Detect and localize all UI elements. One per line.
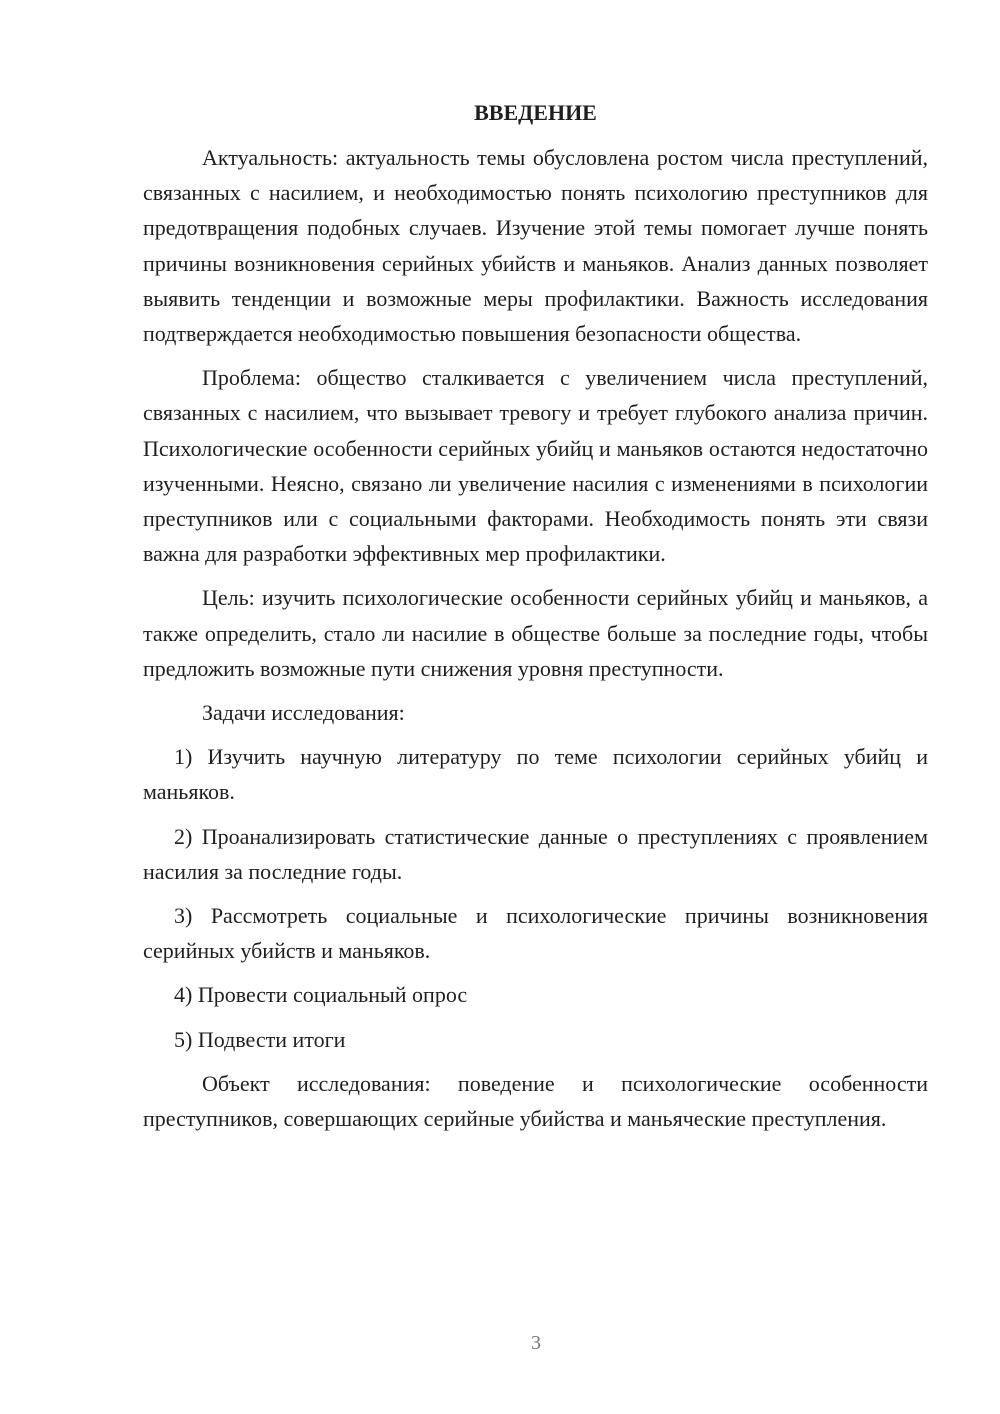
problem-paragraph: Проблема: общество сталкивается с увеличением числа преступлений, связанных с насилием, что вызывает тревогу и требует глубокого анализа причин. Психологические особенности серийных убийц и маньяков остаются недостаточно изученными. Неясно, связано ли увеличение насилия с изменениями в психологии преступников или с социальными факторами. Необходимость понять эти связи важна для разработки эффективных мер профилактики. (143, 365, 928, 567)
object-paragraph: Объект исследования: поведение и психологические особенности преступников, совершающих серийные убийства и маньяческие преступления. (143, 1070, 928, 1132)
task-item-1: 1) Изучить научную литературу по теме психологии серийных убийц и маньяков. (143, 744, 928, 805)
task-item-5: 5) Подвести итоги (174, 1026, 346, 1052)
task-item-2: 2) Проанализировать статистические данные о преступлениях с проявлением насилия за последние годы. (143, 823, 928, 884)
task-item-3: 3) Рассмотреть социальные и психологические причины возникновения серийных убийств и маньяков. (143, 903, 928, 964)
page-title: ВВЕДЕНИЕ (474, 100, 597, 125)
page-number: 3 (531, 1332, 541, 1354)
tasks-heading: Задачи исследования: (202, 700, 405, 726)
task-item-4: 4) Провести социальный опрос (174, 982, 468, 1008)
document-page (143, 95, 928, 1145)
relevance-paragraph: Актуальность: актуальность темы обусловлена ростом числа преступлений, связанных с насилием, и необходимостью понять психологию преступников для предотвращения подобных случаев. Изучение этой темы помогает лучше понять причины возникновения серийных убийств и маньяков. Анализ данных позволяет выявить тенденции и возможные меры профилактики. Важность исследования подтверждается необходимостью повышения безопасности общества. (143, 145, 928, 347)
goal-paragraph: Цель: изучить психологические особенности серийных убийц и маньяков, а также определить, стало ли насилие в обществе больше за последние годы, чтобы предложить возможные пути снижения уровня преступности. (143, 585, 928, 681)
